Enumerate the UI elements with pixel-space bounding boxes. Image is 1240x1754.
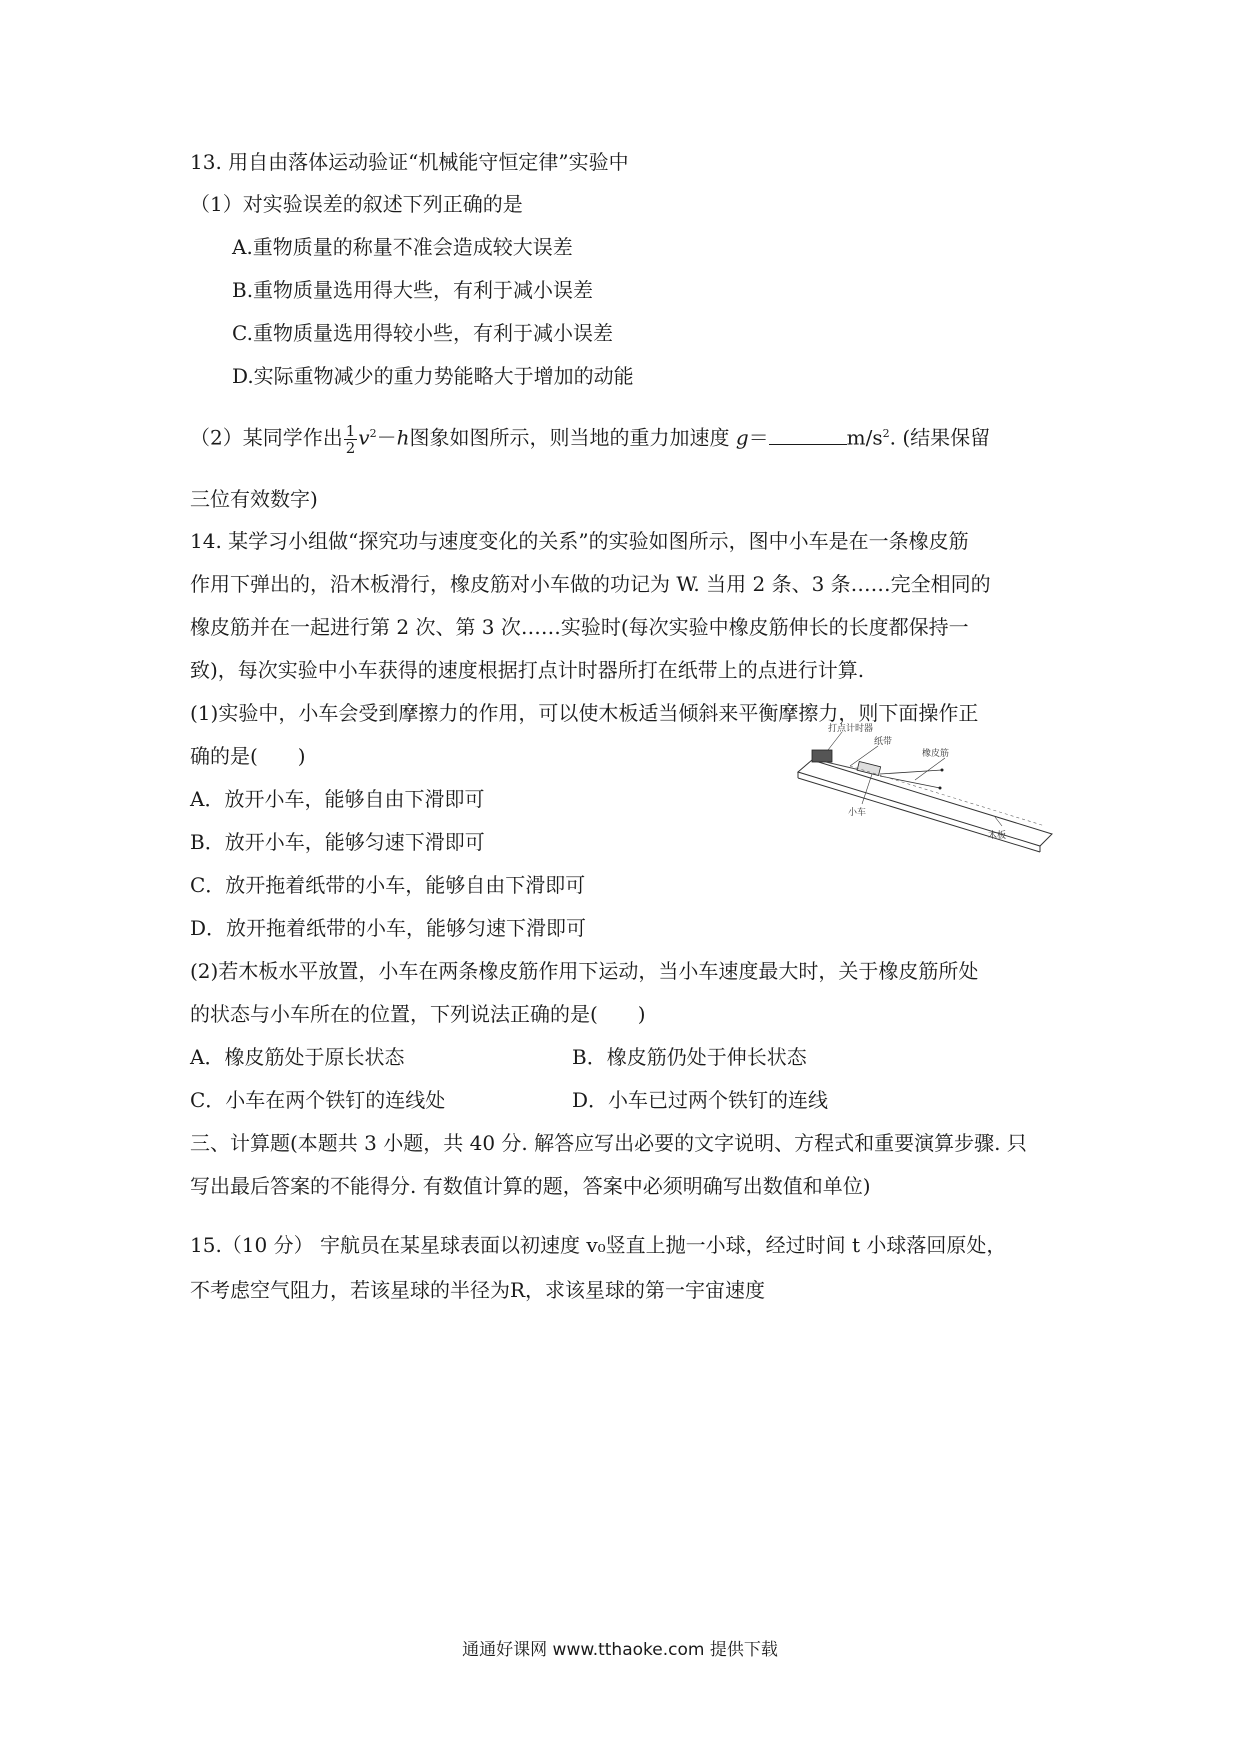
rubber-band-lower [880,776,940,788]
unit-text: m/s [846,425,883,450]
half-fraction [344,423,358,456]
fraction-denominator: 2 [345,438,356,457]
answer-blank[interactable] [769,424,847,445]
unit-exponent: 2 [882,427,890,440]
nail-lower [939,787,942,790]
cart-label: 小车 [848,808,867,818]
q14-part2-option-a: A．橡皮筋处于原长状态 [190,1045,405,1069]
q15-line-2: 不考虑空气阻力，若该星球的半径为R，求该星球的第一宇宙速度 [190,1278,766,1302]
q13-sub2-suffix: . (结果保留 [889,425,991,450]
minus-sign: － [376,425,397,450]
q13-sub2-continuation: 三位有效数字) [190,487,318,511]
q14-part1-option-d: D．放开拖着纸带的小车，能够匀速下滑即可 [190,916,587,940]
gravity-symbol: g [735,425,749,450]
board-label: 木板 [988,831,1007,841]
q13-sub2-prefix: （2）某同学作出 [190,425,343,450]
q14-part2-option-c: C．小车在两个铁钉的连线处 [190,1088,446,1112]
q14-line-4: 致)，每次实验中小车获得的速度根据打点计时器所打在纸带上的点进行计算. [190,658,865,682]
q13-sub2-mid: 图象如图所示，则当地的重力加速度 [409,425,730,450]
timer-leader [828,732,842,750]
q13-title: 13. 用自由落体运动验证“机械能守恒定律”实验中 [190,150,629,174]
q14-line-1: 14. 某学习小组做“探究功与速度变化的关系”的实验如图所示，图中小车是在一条橡皮筋 [190,529,969,553]
q13-sub1: （1）对实验误差的叙述下列正确的是 [190,192,523,216]
section3-line-2: 写出最后答案的不能得分. 有数值计算的题，答案中必须明确写出数值和单位) [190,1174,871,1198]
rubber-band-upper [880,770,942,774]
q14-part2-option-d: D．小车已过两个铁钉的连线 [572,1088,829,1112]
section3-line-1: 三、计算题(本题共 3 小题，共 40 分. 解答应写出必要的文字说明、方程式和重要演算步骤. 只 [190,1131,1027,1155]
q14-part1-option-c: C．放开拖着纸带的小车，能够自由下滑即可 [190,873,586,897]
velocity-exponent: 2 [369,427,377,440]
fraction-numerator: 1 [345,421,356,440]
q14-part1-line-2: 确的是( ) [190,744,306,768]
cart-shape [857,761,881,775]
timer-device [812,750,832,762]
q14-line-3: 橡皮筋并在一起进行第 2 次、第 3 次……实验时(每次实验中橡皮筋伸长的长度都保持一 [190,615,969,639]
q14-part1-option-b: B．放开小车，能够匀速下滑即可 [190,830,485,854]
q13-sub2 [190,420,990,456]
q13-option-b: B.重物质量选用得大些，有利于减小误差 [232,278,594,302]
q14-part1-option-a: A．放开小车，能够自由下滑即可 [190,787,485,811]
q14-part2-line-1: (2)若木板水平放置，小车在两条橡皮筋作用下运动，当小车速度最大时，关于橡皮筋所处 [190,959,979,983]
q14-part2-option-b: B．橡皮筋仍处于伸长状态 [572,1045,807,1069]
velocity-symbol: v [358,425,370,450]
equals-sign: ＝ [748,425,769,450]
q13-option-c: C.重物质量选用得较小些，有利于减小误差 [232,321,613,345]
q13-option-d: D.实际重物减少的重力势能略大于增加的动能 [232,364,634,388]
height-symbol: h [396,425,410,450]
q14-part1-line-1: (1)实验中，小车会受到摩擦力的作用，可以使木板适当倾斜来平衡摩擦力，则下面操作正 [190,701,979,725]
nail-upper [941,769,944,772]
band-leader [915,758,945,780]
board-dashed-line [850,766,1045,826]
q13-option-a: A.重物质量的称量不准会造成较大误差 [232,235,573,259]
q14-line-2: 作用下弹出的，沿木板滑行，橡皮筋对小车做的功记为 W. 当用 2 条、3 条……完全相同的 [190,572,991,596]
experiment-figure [790,722,1060,857]
page-footer: 通通好课网 www.tthaoke.com 提供下载 [462,1640,778,1660]
rubber-band-label: 橡皮筋 [922,749,950,759]
tape-label: 纸带 [874,737,893,747]
q15-line-1: 15.（10 分） 宇航员在某星球表面以初速度 v₀竖直上抛一小球，经过时间 t 小球落回原处， [190,1233,1007,1257]
q14-part2-line-2: 的状态与小车所在的位置，下列说法正确的是( ) [190,1002,646,1026]
timer-label: 打点计时器 [828,724,874,734]
